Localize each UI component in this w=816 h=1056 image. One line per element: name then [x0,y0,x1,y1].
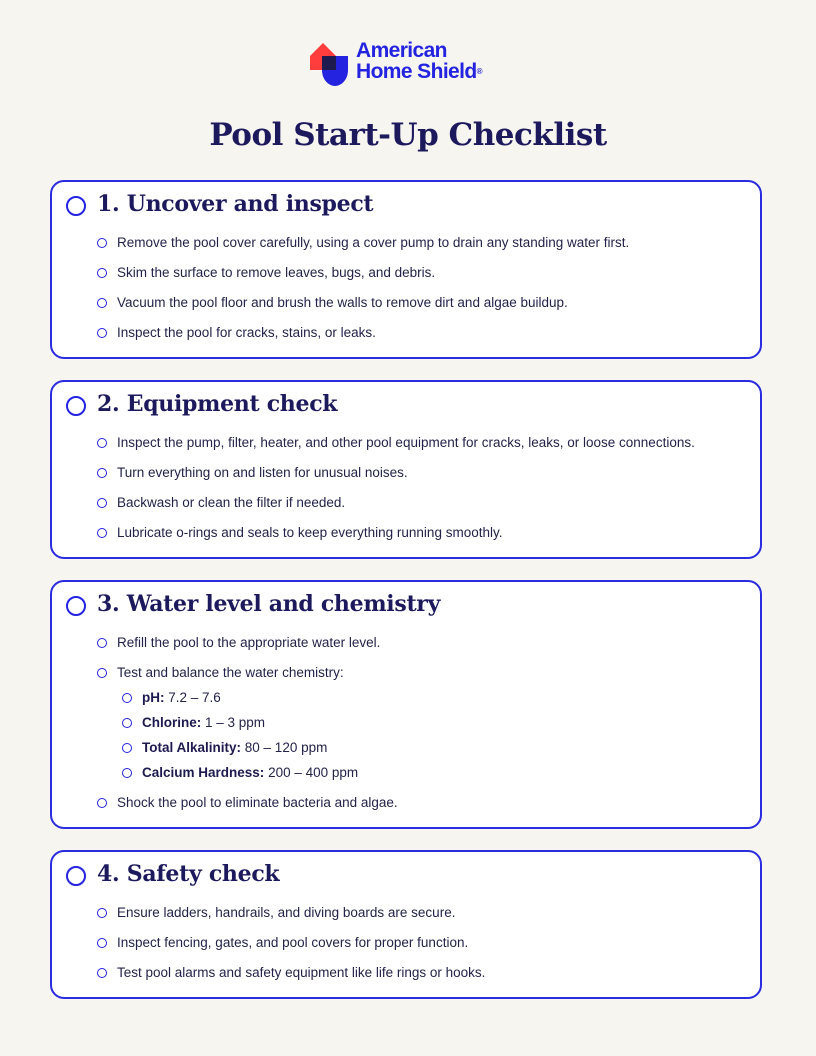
section-title: 4. Safety check [97,861,280,887]
section-safety-check: 4. Safety check Ensure ladders, handrails, and diving boards are secure. Inspect fencing, gates, and pool covers for proper function. Test pool alarms and safety equipment like life rings or hooks. [50,850,762,999]
checkbox-circle-icon[interactable] [97,268,107,278]
checkbox-circle-icon[interactable] [122,693,132,703]
checkbox-circle-icon[interactable] [97,328,107,338]
checkbox-circle-icon[interactable] [97,238,107,248]
checkbox-circle-icon[interactable] [97,438,107,448]
section-water-chemistry: 3. Water level and chemistry Refill the pool to the appropriate water level. Test and balance the water chemistry: pH: 7.2 – 7.6 Chlorine: 1 – 3 ppm Total Alkalinity: 80 – 120 ppm Calcium Hardness: 200 – 400 ppm Shock the pool to eliminate bacteria and algae. [50,580,762,829]
checkbox-circle-icon[interactable] [97,908,107,918]
checkbox-circle-icon[interactable] [97,498,107,508]
home-shield-icon [308,40,350,86]
checkbox-circle-icon[interactable] [97,968,107,978]
checkbox-circle-icon[interactable] [122,718,132,728]
section-title: 3. Water level and chemistry [97,591,441,617]
checkbox-circle-icon[interactable] [66,196,86,216]
checkbox-circle-icon[interactable] [97,528,107,538]
checkbox-circle-icon[interactable] [122,743,132,753]
checkbox-circle-icon[interactable] [97,638,107,648]
checkbox-circle-icon[interactable] [97,298,107,308]
section-equipment-check: 2. Equipment check Inspect the pump, filter, heater, and other pool equipment for cracks, leaks, or loose connections. Turn everything on and listen for unusual noises. Backwash or clean the filter if needed. Lubricate o-rings and seals to keep everything running smoothly. [50,380,762,559]
checkbox-circle-icon[interactable] [66,396,86,416]
brand-logo [308,38,528,88]
checkbox-circle-icon[interactable] [122,768,132,778]
checkbox-circle-icon[interactable] [97,798,107,808]
checkbox-circle-icon[interactable] [66,866,86,886]
section-title: 2. Equipment check [97,391,338,417]
checkbox-circle-icon[interactable] [97,468,107,478]
brand-wordmark: American Home Shield® [356,39,483,83]
checkbox-circle-icon[interactable] [66,596,86,616]
checkbox-circle-icon[interactable] [97,668,107,678]
section-title: 1. Uncover and inspect [97,191,374,217]
checkbox-circle-icon[interactable] [97,938,107,948]
section-uncover-inspect: 1. Uncover and inspect Remove the pool cover carefully, using a cover pump to drain any standing water first. Skim the surface to remove leaves, bugs, and debris. Vacuum the pool floor and brush the walls to remove dirt and algae buildup. Inspect the pool for cracks, stains, or leaks. [50,180,762,359]
page-title: Pool Start-Up Checklist [209,117,607,153]
